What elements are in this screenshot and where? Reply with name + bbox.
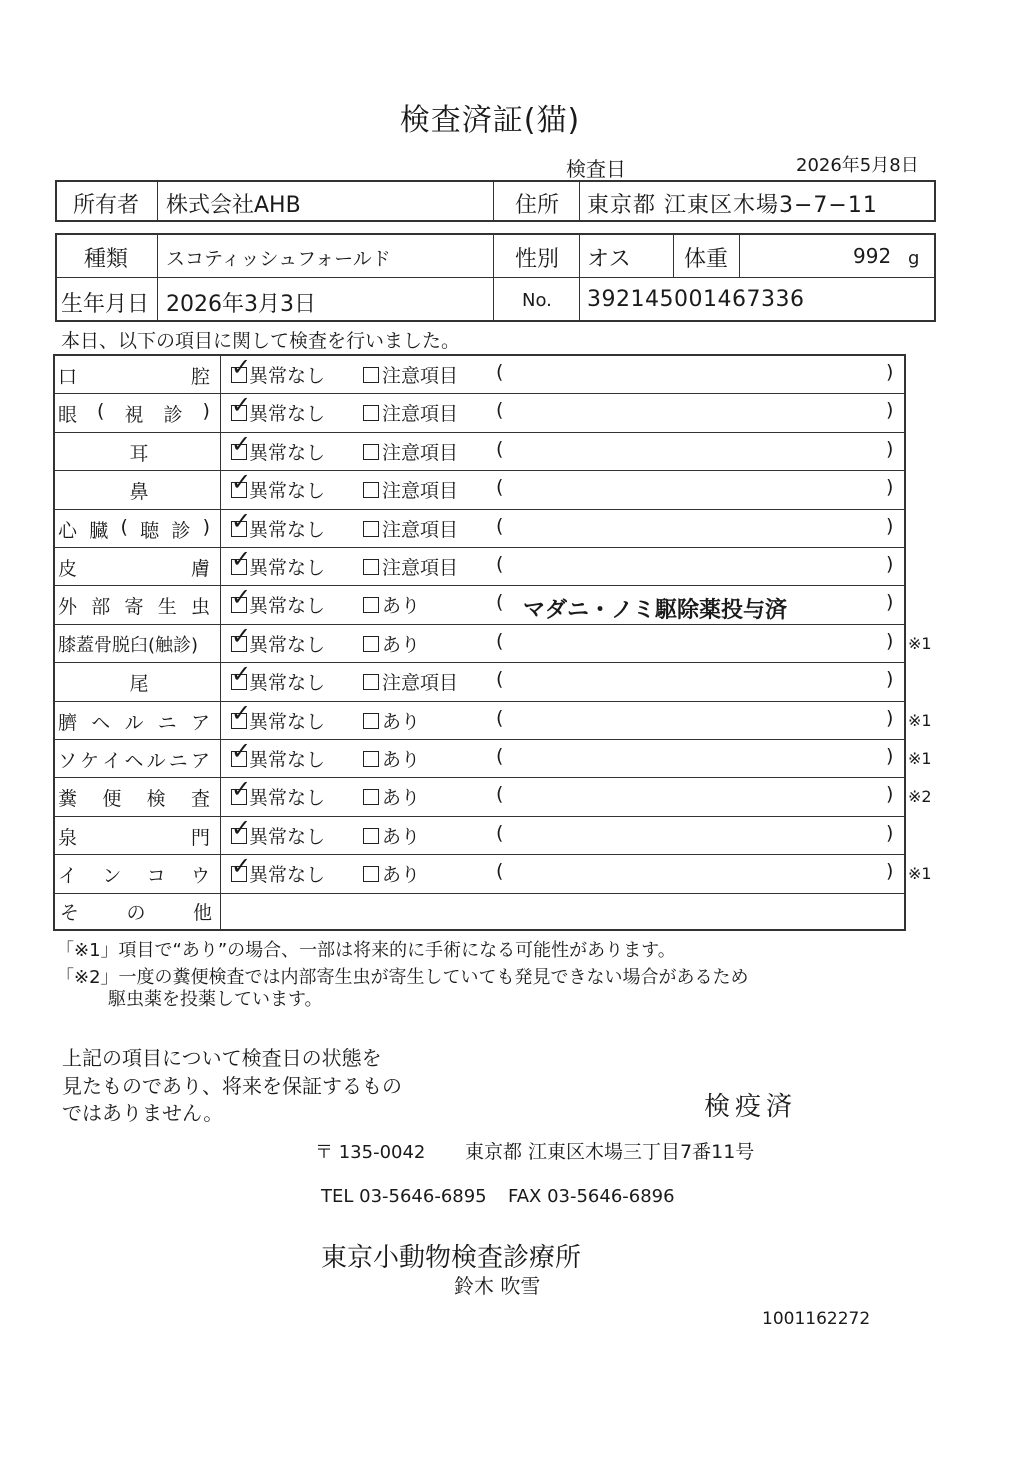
checkbox-icon bbox=[363, 636, 379, 652]
checkmark-icon: ✓ bbox=[231, 507, 252, 535]
checkmark-icon: ✓ bbox=[231, 468, 252, 496]
normal-checkbox[interactable] bbox=[231, 583, 326, 618]
row-item-char: コ bbox=[146, 865, 166, 887]
checkbox-icon bbox=[363, 866, 379, 882]
sex-label: 性別 bbox=[515, 247, 560, 272]
normal-checkbox[interactable] bbox=[231, 391, 326, 426]
number-label: No. bbox=[522, 290, 552, 311]
normal-checkbox[interactable] bbox=[231, 737, 326, 772]
disclaimer-line-2: 見たものであり、将来を保証するもの bbox=[62, 1074, 402, 1098]
normal-label: 異常なし bbox=[249, 595, 326, 617]
normal-checkbox[interactable] bbox=[231, 814, 326, 849]
normal-label: 異常なし bbox=[249, 365, 326, 387]
paren-close: ) bbox=[886, 361, 894, 383]
doctor-name: 鈴木 吹雪 bbox=[454, 1274, 541, 1298]
checkbox-icon bbox=[363, 444, 379, 460]
row-item-char: 門 bbox=[190, 827, 210, 849]
normal-checkbox[interactable] bbox=[231, 660, 326, 695]
row-item-label bbox=[58, 708, 210, 735]
other-checkbox[interactable] bbox=[363, 361, 458, 388]
other-label: あり bbox=[382, 634, 421, 656]
other-checkbox[interactable] bbox=[363, 745, 420, 772]
row-separator bbox=[54, 585, 904, 586]
paren-open: ( bbox=[496, 553, 504, 575]
checkmark-icon: ✓ bbox=[231, 622, 252, 650]
row-separator bbox=[54, 816, 904, 817]
row-separator bbox=[54, 393, 904, 394]
paren-close: ) bbox=[886, 399, 894, 421]
row-item-char: 寄 bbox=[124, 596, 144, 618]
other-checkbox[interactable] bbox=[363, 438, 458, 465]
row-item-char: 臍 bbox=[58, 712, 78, 734]
normal-checkbox[interactable] bbox=[231, 430, 326, 465]
paren-close: ) bbox=[886, 553, 894, 575]
other-checkbox[interactable] bbox=[363, 822, 420, 849]
paren-open: ( bbox=[496, 822, 504, 844]
normal-label: 異常なし bbox=[249, 634, 326, 656]
row-note-mark: ※1 bbox=[908, 749, 932, 768]
other-label: 注意項目 bbox=[382, 557, 459, 579]
clinic-postal: 〒 135-0042 bbox=[315, 1142, 426, 1163]
row-item-char: ( bbox=[97, 400, 105, 422]
row-item-char: 聴 bbox=[140, 520, 160, 542]
normal-checkbox[interactable] bbox=[231, 852, 326, 887]
checkmark-icon: ✓ bbox=[231, 852, 252, 880]
normal-label: 異常なし bbox=[249, 519, 326, 541]
paren-close: ) bbox=[886, 783, 894, 805]
row-separator bbox=[54, 777, 904, 778]
checkmark-icon: ✓ bbox=[231, 775, 252, 803]
row-item-char: 査 bbox=[190, 788, 210, 810]
row-separator bbox=[54, 893, 904, 894]
row-item-char: 視 bbox=[124, 404, 144, 426]
row-item-label bbox=[58, 554, 210, 581]
exam-date-label: 検査日 bbox=[566, 157, 626, 181]
paren-open: ( bbox=[496, 707, 504, 729]
normal-label: 異常なし bbox=[249, 403, 326, 425]
disclaimer-line-1: 上記の項目について検査日の状態を bbox=[62, 1046, 382, 1070]
row-item-char: 虫 bbox=[190, 596, 210, 618]
normal-label: 異常なし bbox=[249, 557, 326, 579]
checkmark-icon: ✓ bbox=[231, 430, 252, 458]
row-item-char: ウ bbox=[190, 865, 210, 887]
normal-label: 異常なし bbox=[249, 480, 326, 502]
other-row-char: 他 bbox=[192, 902, 212, 924]
other-checkbox[interactable] bbox=[363, 783, 420, 810]
row-item-char: 口 bbox=[58, 366, 78, 388]
checkbox-icon bbox=[363, 751, 379, 767]
checkmark-icon: ✓ bbox=[231, 583, 252, 611]
row-note-mark: ※1 bbox=[908, 711, 932, 730]
row-item-char: 診 bbox=[163, 404, 183, 426]
paren-open: ( bbox=[496, 860, 504, 882]
other-row-label bbox=[60, 898, 212, 925]
breed-value: スコティッシュフォールド bbox=[166, 248, 391, 270]
row-item-char: 外 bbox=[58, 596, 78, 618]
row-item-char: ソ bbox=[58, 750, 78, 772]
row-item-char: ケ bbox=[80, 750, 100, 772]
row-item-char: 部 bbox=[91, 596, 111, 618]
row-item-char: ア bbox=[190, 712, 210, 734]
other-row-char: そ bbox=[60, 902, 80, 924]
normal-label: 異常なし bbox=[249, 826, 326, 848]
checkbox-icon bbox=[363, 367, 379, 383]
row-item-char: ニ bbox=[157, 712, 177, 734]
other-checkbox[interactable] bbox=[363, 591, 420, 618]
checkmark-icon: ✓ bbox=[231, 737, 252, 765]
paren-open: ( bbox=[496, 745, 504, 767]
row-item-label bbox=[58, 823, 210, 850]
normal-label: 異常なし bbox=[249, 787, 326, 809]
other-label: あり bbox=[382, 787, 421, 809]
address-label: 住所 bbox=[515, 193, 560, 218]
checkbox-icon bbox=[363, 521, 379, 537]
checkmark-icon: ✓ bbox=[231, 699, 252, 727]
note-1: 「※1」項目で“あり”の場合、一部は将来的に手術になる可能性があります。 bbox=[56, 940, 676, 961]
other-label: あり bbox=[382, 826, 421, 848]
row-item-char: ニ bbox=[168, 750, 188, 772]
exam-date-value: 2026年5月8日 bbox=[796, 155, 919, 176]
paren-close: ) bbox=[886, 822, 894, 844]
other-checkbox[interactable] bbox=[363, 515, 458, 542]
normal-label: 異常なし bbox=[249, 711, 326, 733]
other-label: 注意項目 bbox=[382, 442, 459, 464]
row-item-label: 鼻 bbox=[129, 481, 149, 503]
row-item-char: ル bbox=[124, 712, 144, 734]
weight-unit: g bbox=[908, 248, 920, 269]
paren-open: ( bbox=[496, 515, 504, 537]
row-detail[interactable]: マダニ・ノミ駆除薬投与済 bbox=[523, 598, 788, 623]
row-item-char: 心 bbox=[58, 520, 78, 542]
exam-table-divider bbox=[220, 355, 221, 930]
row-item-char: 糞 bbox=[58, 788, 78, 810]
row-item-char: 膚 bbox=[190, 558, 210, 580]
paren-close: ) bbox=[886, 707, 894, 729]
paren-close: ) bbox=[886, 591, 894, 613]
normal-checkbox[interactable] bbox=[231, 353, 326, 388]
row-item-char: イ bbox=[102, 750, 122, 772]
normal-label: 異常なし bbox=[249, 442, 326, 464]
birth-value: 2026年3月3日 bbox=[166, 292, 316, 317]
row-separator bbox=[54, 854, 904, 855]
clinic-fax: FAX 03-5646-6896 bbox=[508, 1186, 675, 1207]
clinic-address: 東京都 江東区木場三丁目7番11号 bbox=[465, 1141, 755, 1163]
paren-open: ( bbox=[496, 361, 504, 383]
row-separator bbox=[54, 662, 904, 663]
row-item-char: ( bbox=[120, 516, 128, 538]
breed-label: 種類 bbox=[84, 247, 129, 272]
clinic-tel: TEL 03-5646-6895 bbox=[321, 1186, 487, 1207]
row-item-char: 泉 bbox=[58, 827, 78, 849]
normal-checkbox[interactable] bbox=[231, 468, 326, 503]
normal-checkbox[interactable] bbox=[231, 775, 326, 810]
checkbox-icon bbox=[363, 789, 379, 805]
checkmark-icon: ✓ bbox=[231, 545, 252, 573]
checkbox-icon bbox=[363, 597, 379, 613]
row-separator bbox=[54, 470, 904, 471]
row-separator bbox=[54, 739, 904, 740]
checkmark-icon: ✓ bbox=[231, 660, 252, 688]
other-checkbox[interactable] bbox=[363, 399, 458, 426]
paren-open: ( bbox=[496, 591, 504, 613]
row-item-char: 臓 bbox=[89, 520, 109, 542]
row-item-char: ) bbox=[202, 400, 210, 422]
checkbox-icon bbox=[363, 713, 379, 729]
owner-value: 株式会社AHB bbox=[166, 193, 301, 218]
row-item-char: ) bbox=[202, 516, 210, 538]
clinic-name: 東京小動物検査診療所 bbox=[321, 1243, 582, 1273]
other-label: あり bbox=[382, 864, 421, 886]
checkbox-icon bbox=[363, 674, 379, 690]
owner-label: 所有者 bbox=[73, 193, 140, 218]
row-note-mark: ※1 bbox=[908, 864, 932, 883]
paren-close: ) bbox=[886, 438, 894, 460]
paren-open: ( bbox=[496, 630, 504, 652]
checkmark-icon: ✓ bbox=[231, 353, 252, 381]
row-item-label bbox=[58, 362, 210, 389]
checkbox-icon bbox=[363, 828, 379, 844]
checkbox-icon bbox=[363, 559, 379, 575]
row-item-char: 生 bbox=[157, 596, 177, 618]
paren-close: ) bbox=[886, 630, 894, 652]
other-label: 注意項目 bbox=[382, 403, 459, 425]
row-separator bbox=[54, 624, 904, 625]
row-item-label bbox=[58, 746, 210, 773]
birth-label: 生年月日 bbox=[61, 292, 150, 317]
other-label: 注意項目 bbox=[382, 519, 459, 541]
row-item-char: ル bbox=[146, 750, 166, 772]
other-label: 注意項目 bbox=[382, 480, 459, 502]
row-item-label: 膝蓋骨脱臼(触診) bbox=[58, 635, 199, 656]
row-separator bbox=[54, 547, 904, 548]
row-item-label: 尾 bbox=[129, 673, 149, 695]
paren-open: ( bbox=[496, 476, 504, 498]
row-item-label bbox=[58, 784, 210, 811]
row-note-mark: ※1 bbox=[908, 634, 932, 653]
row-separator bbox=[54, 432, 904, 433]
row-separator bbox=[54, 509, 904, 510]
row-item-char: 検 bbox=[146, 788, 166, 810]
other-checkbox[interactable] bbox=[363, 476, 458, 503]
address-value: 東京都 江東区木場3−7−11 bbox=[587, 193, 878, 218]
paren-open: ( bbox=[496, 668, 504, 690]
row-item-char: ア bbox=[190, 750, 210, 772]
checkbox-icon bbox=[363, 405, 379, 421]
normal-label: 異常なし bbox=[249, 672, 326, 694]
other-checkbox[interactable] bbox=[363, 707, 420, 734]
other-label: 注意項目 bbox=[382, 365, 459, 387]
quarantine-stamp: 検疫済 bbox=[704, 1092, 798, 1122]
paren-open: ( bbox=[496, 438, 504, 460]
row-item-label bbox=[58, 861, 210, 888]
row-item-char: ン bbox=[102, 865, 122, 887]
row-item-char: 診 bbox=[171, 520, 191, 542]
paren-close: ) bbox=[886, 860, 894, 882]
other-checkbox[interactable] bbox=[363, 553, 458, 580]
weight-label: 体重 bbox=[684, 247, 729, 272]
row-item-label bbox=[58, 400, 210, 427]
other-row-char: の bbox=[126, 902, 146, 924]
normal-checkbox[interactable] bbox=[231, 622, 326, 657]
checkbox-icon bbox=[363, 482, 379, 498]
row-item-label bbox=[58, 592, 210, 619]
normal-label: 異常なし bbox=[249, 864, 326, 886]
checkmark-icon: ✓ bbox=[231, 391, 252, 419]
note-2-line1: 「※2」一度の糞便検査では内部寄生虫が寄生していても発見できない場合があるため bbox=[56, 967, 749, 988]
paren-close: ) bbox=[886, 745, 894, 767]
number-value: 392145001467336 bbox=[587, 287, 805, 312]
row-item-char: ヘ bbox=[91, 712, 111, 734]
row-item-char: 腔 bbox=[190, 366, 210, 388]
other-label: 注意項目 bbox=[382, 672, 459, 694]
document-number: 1001162272 bbox=[762, 1309, 871, 1329]
checkmark-icon: ✓ bbox=[231, 814, 252, 842]
other-label: あり bbox=[382, 595, 421, 617]
other-checkbox[interactable] bbox=[363, 860, 420, 887]
page-title: 検査済証(猫) bbox=[399, 103, 581, 138]
paren-close: ) bbox=[886, 515, 894, 537]
other-checkbox[interactable] bbox=[363, 630, 420, 657]
normal-checkbox[interactable] bbox=[231, 545, 326, 580]
paren-open: ( bbox=[496, 399, 504, 421]
paren-open: ( bbox=[496, 783, 504, 805]
normal-label: 異常なし bbox=[249, 749, 326, 771]
paren-close: ) bbox=[886, 668, 894, 690]
row-item-label: 耳 bbox=[129, 443, 149, 465]
other-label: あり bbox=[382, 749, 421, 771]
intro-text: 本日、以下の項目に関して検査を行いました。 bbox=[61, 330, 461, 352]
row-separator bbox=[54, 701, 904, 702]
sex-value: オス bbox=[587, 247, 631, 272]
normal-checkbox[interactable] bbox=[231, 699, 326, 734]
other-label: あり bbox=[382, 711, 421, 733]
row-item-char: 便 bbox=[102, 788, 122, 810]
weight-value: 992 bbox=[853, 244, 892, 268]
disclaimer-line-3: ではありません。 bbox=[62, 1101, 224, 1125]
row-item-char: イ bbox=[58, 865, 78, 887]
paren-close: ) bbox=[886, 476, 894, 498]
row-item-label bbox=[58, 516, 210, 543]
row-item-char: 眼 bbox=[58, 404, 78, 426]
note-2-line2: 駆虫薬を投薬しています。 bbox=[108, 989, 323, 1010]
normal-checkbox[interactable] bbox=[231, 507, 326, 542]
row-note-mark: ※2 bbox=[908, 787, 932, 806]
row-item-char: ヘ bbox=[124, 750, 144, 772]
other-checkbox[interactable] bbox=[363, 668, 458, 695]
row-item-char: 皮 bbox=[58, 558, 78, 580]
